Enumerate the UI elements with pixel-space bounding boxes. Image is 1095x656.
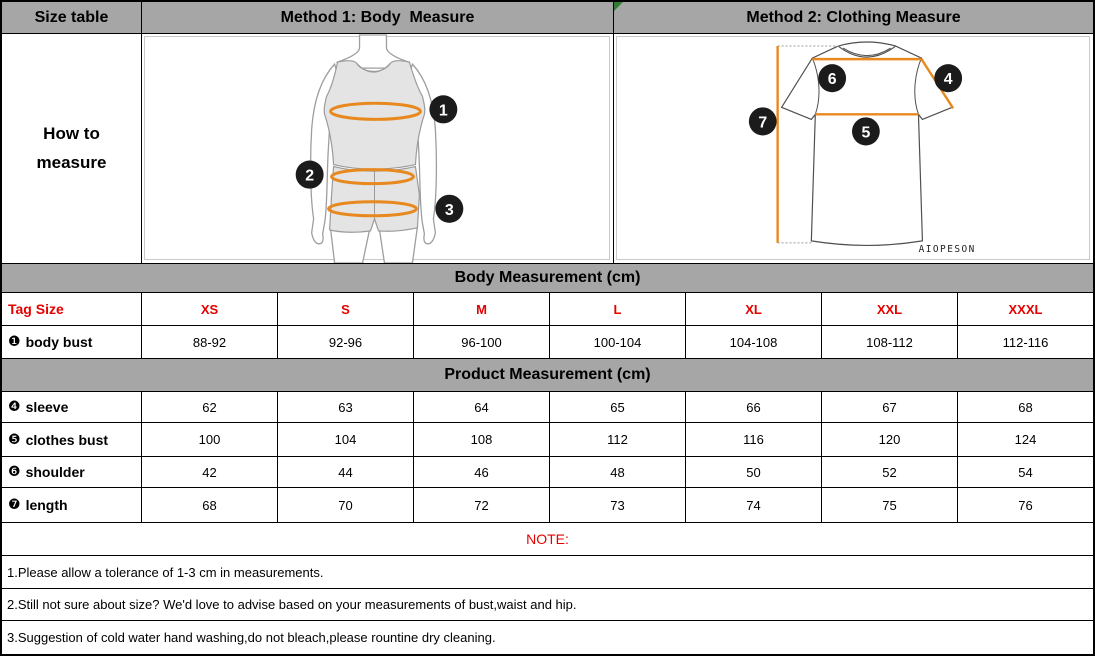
circled-1-icon: ❶ [8,334,21,350]
size-xs: XS [142,293,278,325]
figure-left-leg [331,229,370,263]
marker-5: 5 [861,124,871,142]
circled-6-icon: ❻ [8,464,21,480]
method2-title-cell [614,2,1093,33]
cell-value: 100 [142,423,278,456]
cell-value: 50 [686,457,822,487]
row-label-shoulder: ❻ shoulder [2,457,142,487]
how-to-line1: How to [43,124,100,144]
marker-6: 6 [827,71,837,89]
table-row-body-bust [2,326,1093,359]
circled-7-icon: ❼ [8,497,21,513]
cell-value: 72 [414,488,550,522]
note-item-1: 1.Please allow a tolerance of 1-3 cm in measurements. [7,564,324,580]
cell-value: 64 [414,392,550,422]
cell-value: 66 [686,392,822,422]
row-label-length: ❼ length [2,488,142,522]
cell-value: 52 [822,457,958,487]
cell-value: 65 [550,392,686,422]
figure-right-leg [379,227,417,263]
circled-4-icon: ❹ [8,399,21,415]
cell-value: 75 [822,488,958,522]
marker-1: 1 [438,102,448,120]
marker-7: 7 [758,114,768,132]
cell-value: 108-112 [822,326,958,358]
how-to-measure-label [2,34,142,263]
note-title: NOTE: [526,531,569,547]
cell-flag-icon [614,2,623,11]
tag-size-label: Tag Size [2,293,142,325]
body-measurement-band [2,264,1093,293]
method2-title: Method 2: Clothing Measure [746,8,961,26]
cell-value: 74 [686,488,822,522]
cell-value: 116 [686,423,822,456]
cell-value: 63 [278,392,414,422]
marker-3: 3 [444,201,454,219]
size-s: S [278,293,414,325]
how-to-line2: measure [36,152,107,172]
cell-value: 62 [142,392,278,422]
cell-value: 46 [414,457,550,487]
marker-4: 4 [943,71,953,89]
cell-value: 104 [278,423,414,456]
cell-value: 124 [1014,432,1037,447]
title-row [2,2,1093,34]
cell-value: 67 [822,392,958,422]
cell-value: 104-108 [686,326,822,358]
size-xl: XL [686,293,822,325]
body-measure-diagram [142,34,614,263]
size-table-title: Size table [2,2,142,33]
cell-value: 108 [414,423,550,456]
product-measurement-band [2,359,1093,392]
tshirt-illustration [614,34,1093,263]
tshirt-outline [782,46,953,245]
cell-value: 100-104 [550,326,686,358]
cell-value: 88-92 [142,326,278,358]
size-l: L [550,293,686,325]
table-row-sleeve [2,392,1093,423]
method1-title: Method 1: Body Measure [142,2,614,33]
table-row-clothes-bust [2,423,1093,457]
note-row-3 [2,621,1093,654]
size-header-row [2,293,1093,326]
note-title-row [2,523,1093,556]
size-xxl: XXL [822,293,958,325]
cell-value: 73 [550,488,686,522]
marker-2: 2 [305,167,315,185]
cell-value: 44 [278,457,414,487]
size-m: M [414,293,550,325]
cell-value: 54 [1018,464,1033,480]
cell-value: 42 [142,457,278,487]
illustration-row [2,34,1093,264]
table-row-shoulder [2,457,1093,488]
product-measurement-title: Product Measurement (cm) [2,359,1093,391]
table-row-length [2,488,1093,523]
cell-value: 112-116 [1002,334,1049,350]
cell-value: 48 [550,457,686,487]
body-figure-illustration [142,34,613,263]
row-label-clothes-bust: ❺ clothes bust [2,423,142,456]
size-xxxl: XXXL [1008,301,1043,317]
body-measurement-title: Body Measurement (cm) [2,264,1093,292]
cell-value: 76 [1018,497,1033,513]
circled-5-icon: ❺ [8,431,21,448]
cell-value: 120 [822,423,958,456]
brand-label: AIOPESON [918,243,976,255]
cell-value: 92-96 [278,326,414,358]
clothing-measure-diagram [614,34,1093,263]
note-row-2 [2,589,1093,621]
note-item-3: 3.Suggestion of cold water hand washing,do not bleach,please rountine dry cleaning. [7,630,496,645]
tshirt-back-collar [838,42,896,46]
cell-value: 112 [550,423,686,456]
cell-value: 70 [278,488,414,522]
note-row-1 [2,556,1093,589]
note-item-2: 2.Still not sure about size? We'd love to advise based on your measurements of bust,waist and hip. [7,597,577,612]
cell-value: 68 [1018,399,1033,415]
cell-value: 96-100 [414,326,550,358]
cell-value: 68 [142,488,278,522]
row-label-body-bust: ❶ body bust [2,326,142,358]
row-label-sleeve: ❹ sleeve [2,392,142,422]
